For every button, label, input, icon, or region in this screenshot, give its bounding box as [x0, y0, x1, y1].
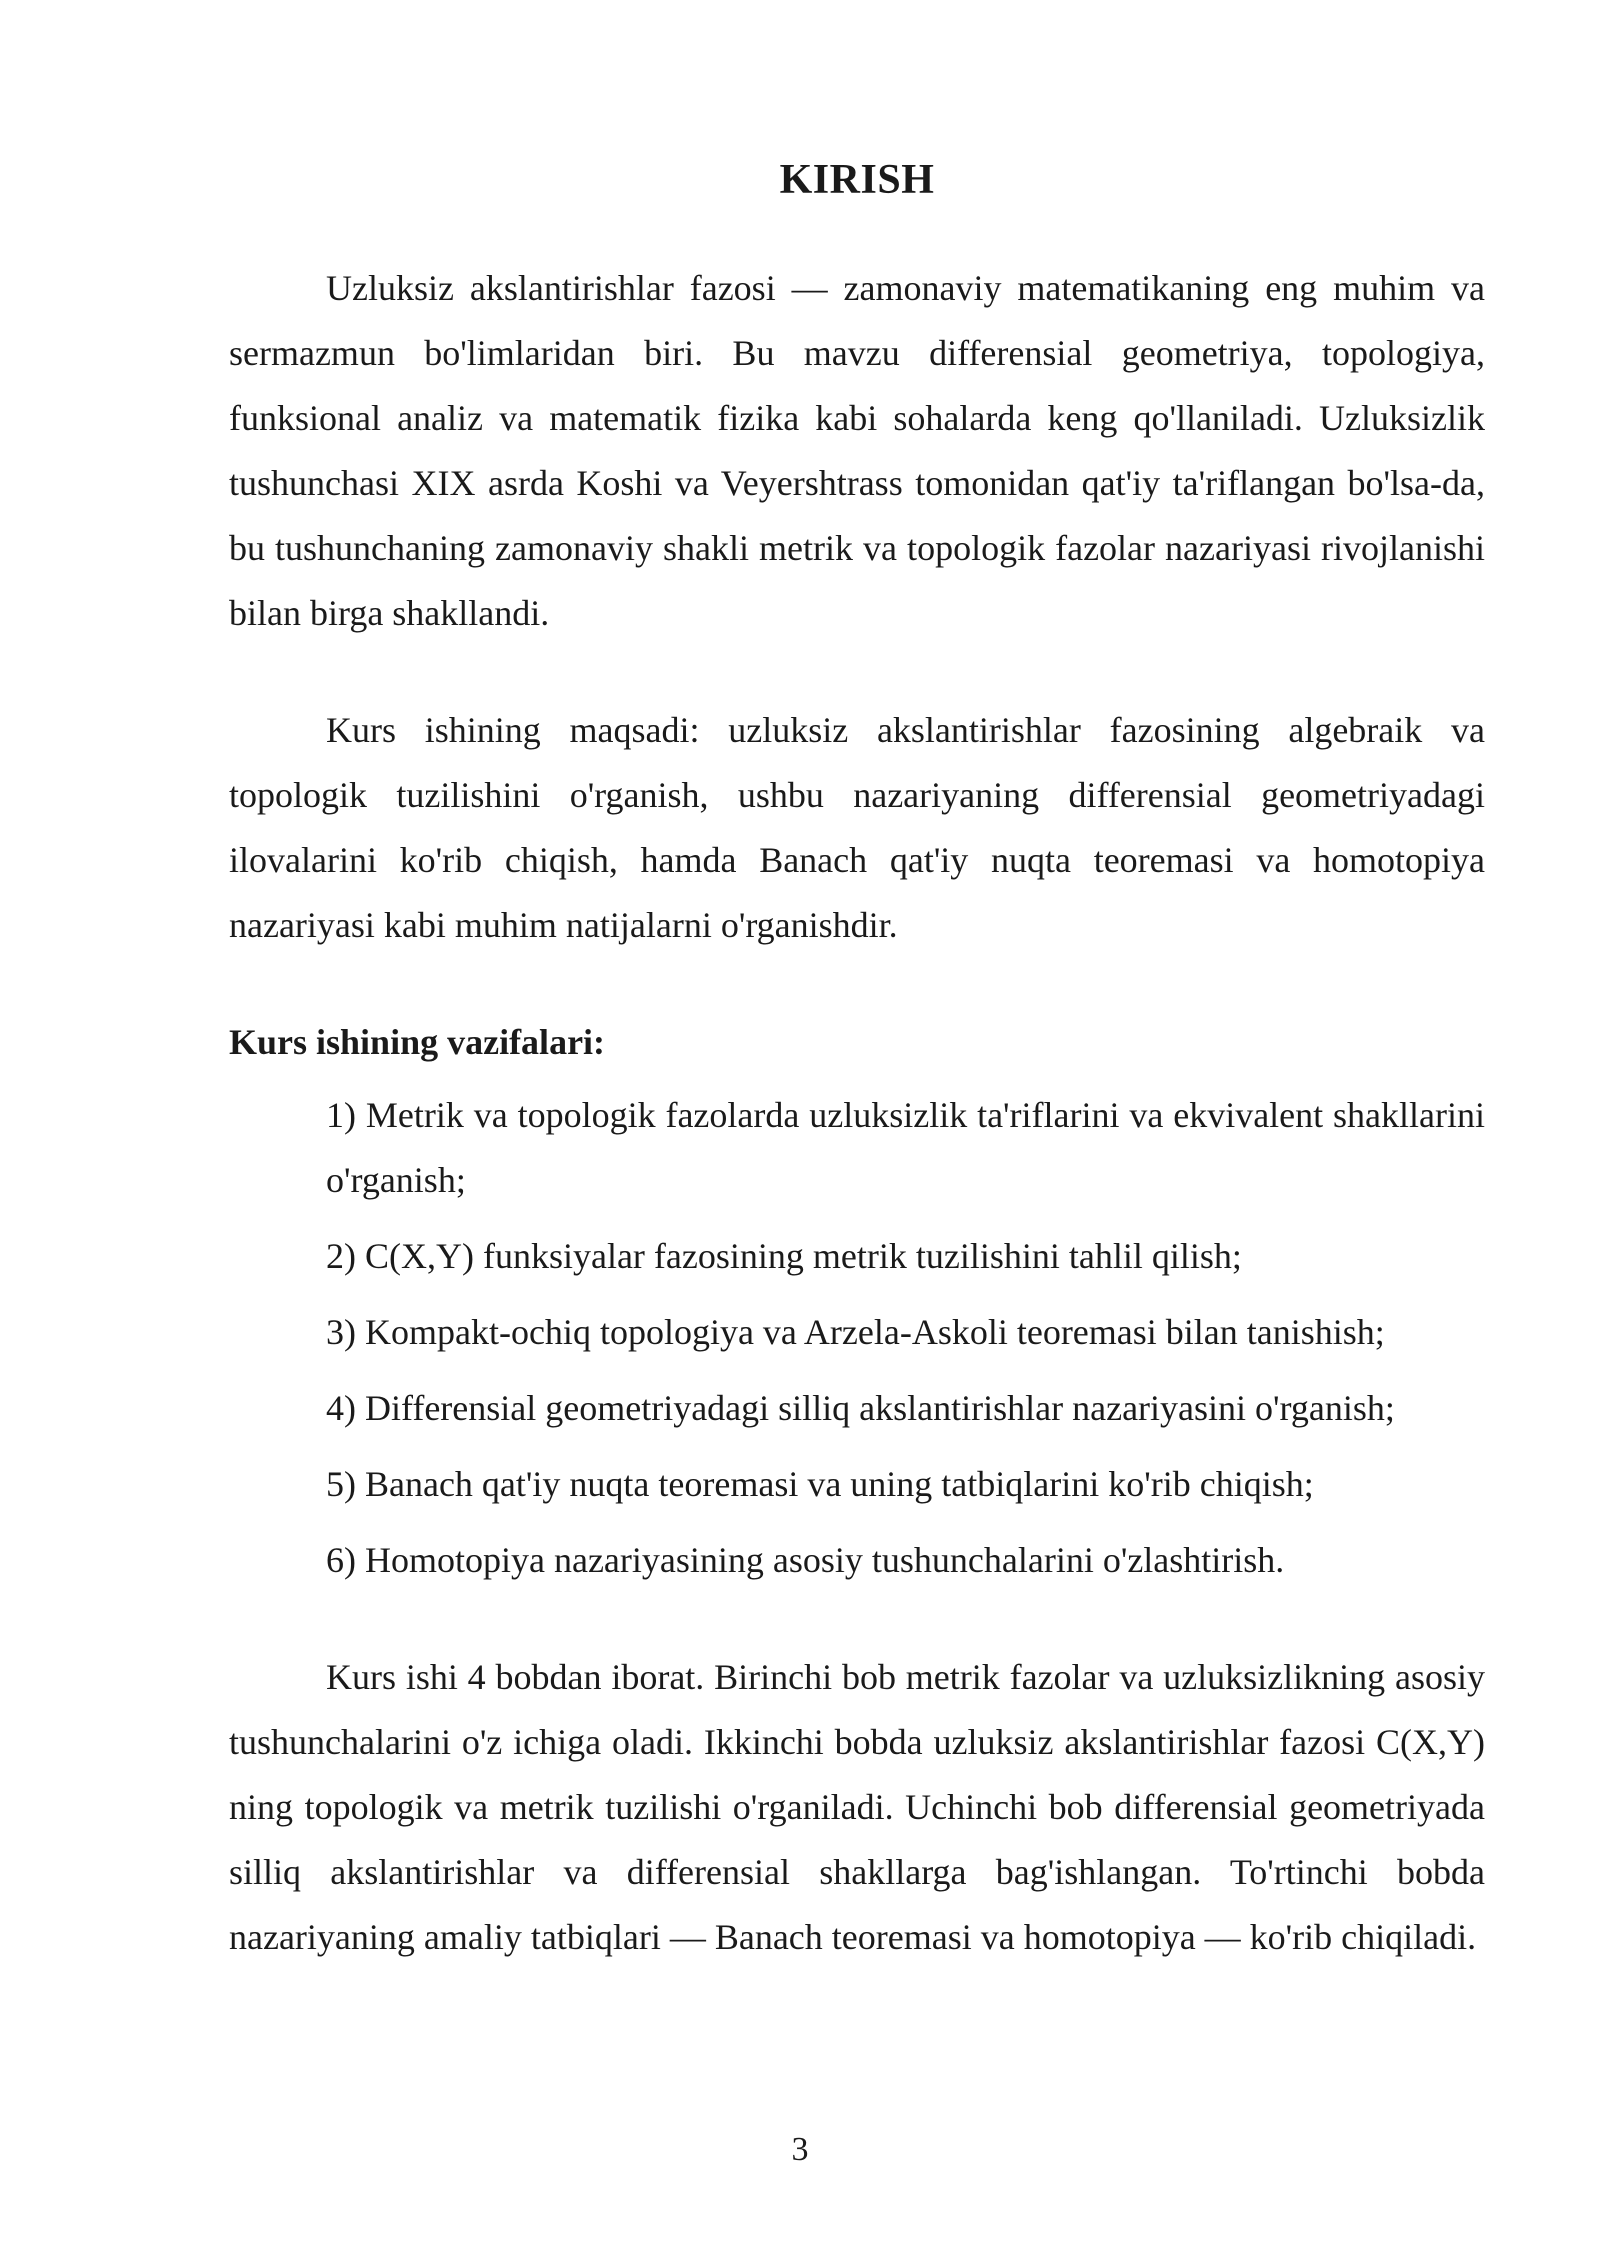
page-number: 3	[791, 2131, 809, 2168]
intro-paragraph: Uzluksiz akslantirishlar fazosi — zamonaviy matematikaning eng muhim va sermazmun bo'limlaridan biri. Bu mavzu differensial geometriya, topologiya, funksional analiz va matematik fizika kabi sohalarda keng qo'llaniladi. Uzluksizlik tushunchasi XIX asrda Koshi va Veyershtrass tomonidan qat'iy ta'riflangan bo'lsa-da, bu tushunchaning zamonaviy shakli metrik va topologik fazolar nazariyasi rivojlanishi bilan birga shakllandi.	[229, 268, 1485, 633]
task-item: 6) Homotopiya nazariyasining asosiy tushunchalarini o'zlashtirish.	[326, 1540, 1285, 1580]
task-item: 1) Metrik va topologik fazolarda uzluksizlik ta'riflarini va ekvivalent shakllarini o'rganish;	[326, 1095, 1485, 1200]
tasks-list	[326, 1083, 1485, 1593]
task-item: 4) Differensial geometriyadagi silliq akslantirishlar nazariyasini o'rganish;	[326, 1388, 1395, 1428]
task-item: 2) C(X,Y) funksiyalar fazosining metrik tuzilishini tahlil qilish;	[326, 1236, 1242, 1276]
task-item: 5) Banach qat'iy nuqta teoremasi va uning tatbiqlarini ko'rib chiqish;	[326, 1464, 1314, 1504]
structure-paragraph: Kurs ishi 4 bobdan iborat. Birinchi bob metrik fazolar va uzluksizlikning asosiy tushunchalarini o'z ichiga oladi. Ikkinchi bobda uzluksiz akslantirishlar fazosi C(X,Y) ning topologik va metrik tuzilishi o'rganiladi. Uchinchi bob differensial geometriyada silliq akslantirishlar va differensial shakllarga bag'ishlangan. To'rtinchi bobda nazariyaning amaliy tatbiqlari — Banach teoremasi va homotopiya — ko'rib chiqiladi.	[229, 1657, 1485, 1957]
task-item: 3) Kompakt-ochiq topologiya va Arzela-Askoli teoremasi bilan tanishish;	[326, 1312, 1385, 1352]
page-title: KIRISH	[779, 157, 935, 203]
goal-paragraph: Kurs ishining maqsadi: uzluksiz akslantirishlar fazosining algebraik va topologik tuzilishini o'rganish, ushbu nazariyaning differensial geometriyadagi ilovalarini ko'rib chiqish, hamda Banach qat'iy nuqta teoremasi va homotopiya nazariyasi kabi muhim natijalarni o'rganishdir.	[229, 710, 1485, 945]
tasks-heading: Kurs ishining vazifalari:	[229, 1022, 606, 1062]
page-content	[229, 140, 1485, 1970]
